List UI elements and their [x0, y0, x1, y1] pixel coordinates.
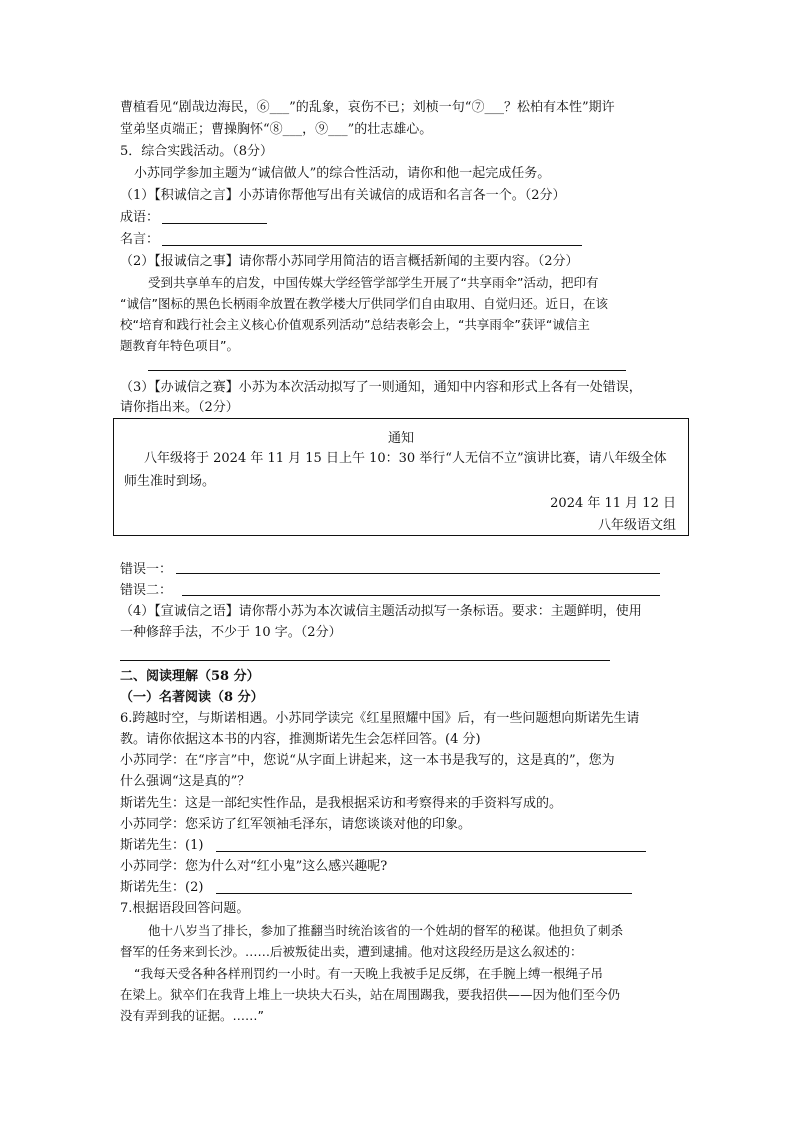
dialogue-su-1: 小苏同学：在“序言”中，您说“从字面上讲起来，这一本书是我写的，这是真的”，您为: [120, 753, 615, 768]
task-4-prompt: （4）【宣诚信之语】请你帮小苏为本次诚信主题活动拟写一条标语。要求：主题鲜明，使用: [120, 604, 642, 619]
quote-answer-line[interactable]: [162, 245, 582, 246]
passage-line-1: 他十八岁当了排长，参加了推翻当时统治该省的一个姓胡的督军的秘谋。他担负了刺杀: [148, 923, 624, 938]
notice-organizer: 八年级语文组: [597, 518, 676, 533]
news-line-3: 校“培育和践行社会主义核心价值观系列活动”总结表彰会上，“共享雨伞”获评“诚信主: [120, 317, 590, 332]
question-5-intro: 小苏同学参加主题为“诚信做人”的综合性活动，请你和他一起完成任务。: [134, 166, 551, 181]
slogan-answer-line[interactable]: [120, 660, 610, 661]
dialogue-snow-answer-1-label: 斯诺先生：(1): [120, 838, 204, 853]
notice-date: 2024 年 11 月 12 日: [550, 496, 676, 511]
task-1-prompt: （1）【积诚信之言】小苏请你帮他写出有关诚信的成语和名言各一个。（2分）: [120, 188, 566, 203]
dialogue-su-1-cont: 什么强调“这是真的”？: [120, 774, 251, 789]
question-5-heading: 5．综合实践活动。（8分）: [120, 144, 274, 159]
notice-title: 通知: [387, 431, 414, 446]
question-6-prompt-cont: 教。请你依据这本书的内容，推测斯诺先生会怎样回答。(4 分): [120, 732, 481, 747]
question-7-prompt: 7.根据语段回答问题。: [120, 901, 250, 916]
idiom-answer-line[interactable]: [162, 223, 267, 224]
passage-line-4: 在梁上。狱卒们在我背上堆上一块块大石头，站在周围踢我，要我招供——因为他们至今仍: [120, 987, 621, 1002]
answer-1-line[interactable]: [216, 851, 646, 852]
question-6-prompt: 6.跨越时空，与斯诺相遇。小苏同学读完《红星照耀中国》后，有一些问题想向斯诺先生请: [120, 711, 640, 726]
task-2-prompt: （2）【报诚信之事】请你帮小苏同学用简洁的语言概括新闻的主要内容。（2分）: [120, 254, 579, 269]
error-1-answer-line[interactable]: [176, 573, 660, 574]
poem-fill-line-2: 堂弟坚贞端正；曹操胸怀“⑧___，⑨___”的壮志雄心。: [120, 122, 433, 137]
notice-box: [113, 418, 689, 536]
passage-line-5: 没有弄到我的证据。……”: [120, 1008, 264, 1023]
notice-body-line-1: 八年级将于 2024 年 11 月 15 日上午 10：30 举行“人无信不立”演讲比赛，请八年级全体: [144, 451, 667, 466]
error-2-label: 错误二：: [120, 583, 173, 598]
quote-label: 名言：: [120, 232, 160, 247]
news-line-4: 题教育年特色项目”。: [120, 338, 239, 353]
dialogue-su-3: 小苏同学：您为什么对“红小鬼”这么感兴趣呢?: [120, 859, 388, 874]
passage-line-3: “我每天受各种各样刑罚约一小时。有一天晚上我被手足反绑，在手腕上缚一根绳子吊: [134, 966, 603, 981]
section-2-heading: 二、阅读理解（58 分）: [120, 669, 260, 684]
notice-body-line-2: 师生准时到场。: [124, 474, 216, 489]
idiom-label: 成语：: [120, 210, 160, 225]
task-3-prompt-cont: 请你指出来。（2分）: [120, 400, 239, 415]
dialogue-su-2: 小苏同学：您采访了红军领袖毛泽东，请您谈谈对他的印象。: [120, 817, 472, 832]
task-4-prompt-cont: 一种修辞手法，不少于 10 字。（2分）: [120, 625, 342, 640]
dialogue-snow-1: 斯诺先生：这是一部纪实性作品，是我根据采访和考察得来的手资料写成的。: [120, 796, 563, 811]
subsection-1-heading: （一）名著阅读（8 分）: [120, 690, 264, 705]
task-3-prompt: （3）【办诚信之赛】小苏为本次活动拟写了一则通知，通知中内容和形式上各有一处错误，: [120, 380, 642, 395]
error-2-answer-line[interactable]: [182, 595, 660, 596]
answer-2-line[interactable]: [216, 893, 632, 894]
passage-line-2: 督军的任务来到长沙。……后被叛徒出卖，遭到逮捕。他对这段经历是这么叙述的：: [120, 944, 583, 959]
news-line-1: 受到共享单车的启发，中国传媒大学经管学部学生开展了“共享雨伞”活动，把印有: [148, 275, 599, 290]
news-summary-answer-line[interactable]: [148, 370, 626, 371]
error-1-label: 错误一：: [120, 562, 173, 577]
poem-fill-line-1: 曹植看见“剧哉边海民，⑥___”的乱象，哀伤不已；刘桢一句“⑦___？松柏有本性”期许: [120, 100, 615, 115]
dialogue-snow-answer-2-label: 斯诺先生：(2): [120, 880, 204, 895]
news-line-2: “诚信”图标的黑色长柄雨伞放置在教学楼大厅供同学们自由取用、自觉归还。近日，在该: [120, 296, 608, 311]
